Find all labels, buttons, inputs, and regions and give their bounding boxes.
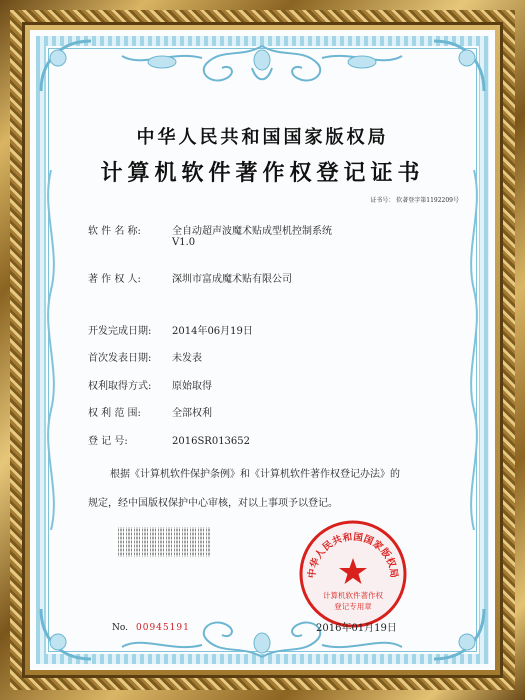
statement-line: 规定，经中国版权保护中心审核，对以上事项予以登记。: [88, 498, 338, 509]
field-rights-scope: [88, 404, 212, 419]
field-value: 全部权利: [172, 408, 212, 419]
field-copyright-owner: [88, 270, 292, 285]
certificate-title: 计算机软件著作权登记证书: [100, 160, 425, 186]
statement-line: 根据《计算机软件保护条例》和《计算机软件著作权登记办法》的: [110, 469, 400, 480]
field-label: 权利取得方式:: [88, 381, 152, 392]
certificate-paper: [30, 30, 495, 670]
issue-date: 2016年01月19日: [316, 623, 397, 634]
issuing-authority: 中华人民共和国国家版权局: [136, 127, 389, 148]
field-completion-date: [88, 322, 253, 337]
field-value: 全自动超声波魔术贴成型机控制系统: [172, 226, 332, 237]
seal-inner-line2: 登记专用章: [334, 602, 372, 611]
certificate-number: 证书号： 软著登字第1192209号: [370, 197, 459, 204]
field-label: 著 作 权 人:: [88, 274, 141, 285]
corner-ornament-icon: [429, 36, 489, 96]
field-value: 2016SR013652: [172, 436, 251, 447]
official-seal: [297, 518, 409, 630]
field-label: 权 利 范 围:: [88, 408, 141, 419]
serial-label: No.: [112, 623, 128, 633]
field-label: 开发完成日期:: [88, 326, 152, 337]
field-software-name: [88, 222, 332, 248]
field-value: 未发表: [172, 353, 202, 364]
serial-number: 00945191: [136, 623, 190, 633]
field-label: 首次发表日期:: [88, 353, 152, 364]
field-value-version: V1.0: [172, 237, 196, 248]
field-value: 原始取得: [172, 381, 212, 392]
seal-outer-text: 中华人民共和国国家版权局: [306, 531, 400, 579]
field-label: 登 记 号:: [88, 436, 128, 447]
field-value: 深圳市富成魔术贴有限公司: [172, 274, 292, 285]
certification-statement: [88, 460, 468, 518]
seal-inner-line1: 计算机软件著作权: [323, 591, 383, 600]
corner-ornament-icon: [429, 604, 489, 664]
top-ornament-icon: [102, 38, 422, 108]
field-publish-date: [88, 349, 202, 364]
left-ornament-icon: [36, 170, 66, 530]
field-value: 2014年06月19日: [172, 326, 253, 337]
barcode: [118, 527, 210, 557]
corner-ornament-icon: [36, 604, 96, 664]
field-acquisition-method: [88, 377, 212, 392]
corner-ornament-icon: [36, 36, 96, 96]
field-label: 软 件 名 称:: [88, 226, 141, 237]
field-registration-number: [88, 432, 250, 447]
